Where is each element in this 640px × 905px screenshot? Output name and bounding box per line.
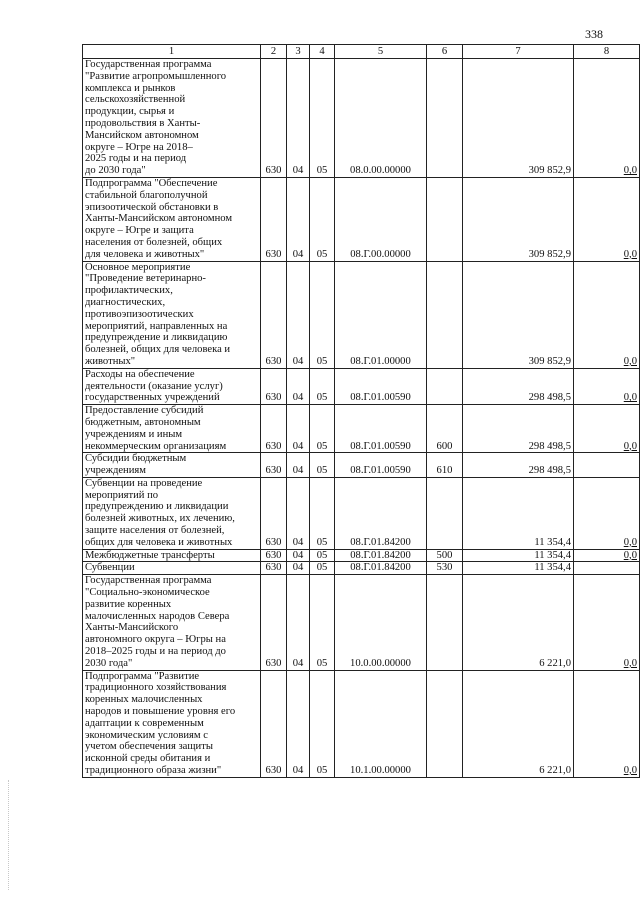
row-name-cell: Основное мероприятие "Проведение ветеринарно- профилактических, диагностических, противоэпизоотических мероприятий, направленных на предупреждение и ликвидацию болезней, общих для человека и животных": [83, 261, 261, 368]
code-cell: 630: [261, 59, 287, 178]
amount-cell: 11 354,4: [463, 477, 574, 549]
table-row: [83, 670, 640, 777]
margin-mark: [8, 780, 10, 890]
section-cell: 04: [287, 453, 310, 478]
section-cell: 04: [287, 59, 310, 178]
expense-type-cell: 600: [427, 405, 463, 453]
table-row: [83, 575, 640, 670]
row-name-cell: Государственная программа "Развитие агропромышленного комплекса и рынков сельскохозяйственной продукции, сырья и продовольствия в Ханты- Мансийском автономном округе – Югре на 2018– 2025 годы и на период до 2030 года": [83, 59, 261, 178]
amount-cell: 309 852,9: [463, 177, 574, 261]
header-row: [83, 45, 640, 59]
code-cell: 630: [261, 562, 287, 575]
amount-cell: 11 354,4: [463, 562, 574, 575]
code-cell: 630: [261, 405, 287, 453]
target-article-cell: 08.Г.00.00000: [335, 177, 427, 261]
amount-cell: 11 354,4: [463, 549, 574, 562]
row-name-cell: Государственная программа "Социально-экономическое развитие коренных малочисленных народов Севера Ханты-Мансийского автономного округа – Югры на 2018–2025 годы и на период до 2030 года": [83, 575, 261, 670]
table-row: [83, 562, 640, 575]
row-name-cell: Субвенции: [83, 562, 261, 575]
target-article-cell: 10.0.00.00000: [335, 575, 427, 670]
expense-type-cell: [427, 261, 463, 368]
code-cell: 630: [261, 453, 287, 478]
target-article-cell: 08.Г.01.00000: [335, 261, 427, 368]
expense-type-cell: [427, 177, 463, 261]
target-article-cell: 08.Г.01.84200: [335, 477, 427, 549]
code-cell: 630: [261, 177, 287, 261]
amount-cell: 309 852,9: [463, 261, 574, 368]
table-row: [83, 177, 640, 261]
expense-type-cell: [427, 477, 463, 549]
amount-cell: 309 852,9: [463, 59, 574, 178]
section-cell: 04: [287, 405, 310, 453]
table-row: [83, 368, 640, 404]
code-cell: 630: [261, 670, 287, 777]
column-header: 7: [463, 45, 574, 59]
table-row: [83, 261, 640, 368]
section-cell: 04: [287, 368, 310, 404]
amount-cell: 298 498,5: [463, 368, 574, 404]
target-article-cell: 08.Г.01.00590: [335, 405, 427, 453]
row-name-cell: Субвенции на проведение мероприятий по предупреждению и ликвидации болезней животных, их лечению, защите населения от болезней, общих для человека и животных: [83, 477, 261, 549]
column-header: 6: [427, 45, 463, 59]
column-header: 1: [83, 45, 261, 59]
code-cell: 630: [261, 477, 287, 549]
expense-type-cell: [427, 670, 463, 777]
amount2-cell: 0,0: [574, 177, 640, 261]
section-cell: 04: [287, 575, 310, 670]
column-header: 4: [310, 45, 335, 59]
amount2-cell: [574, 562, 640, 575]
amount2-cell: 0,0: [574, 575, 640, 670]
row-name-cell: Предоставление субсидий бюджетным, автономным учреждениям и иным некоммерческим организациям: [83, 405, 261, 453]
amount-cell: 298 498,5: [463, 453, 574, 478]
subsection-cell: 05: [310, 562, 335, 575]
column-header: 8: [574, 45, 640, 59]
subsection-cell: 05: [310, 575, 335, 670]
amount-cell: 6 221,0: [463, 670, 574, 777]
subsection-cell: 05: [310, 405, 335, 453]
target-article-cell: 08.0.00.00000: [335, 59, 427, 178]
amount2-cell: 0,0: [574, 549, 640, 562]
target-article-cell: 08.Г.01.00590: [335, 453, 427, 478]
section-cell: 04: [287, 562, 310, 575]
table-row: [83, 477, 640, 549]
expense-type-cell: 530: [427, 562, 463, 575]
amount-cell: 298 498,5: [463, 405, 574, 453]
amount2-cell: [574, 453, 640, 478]
table-row: [83, 453, 640, 478]
row-name-cell: Подпрограмма "Развитие традиционного хозяйствования коренных малочисленных народов и повышение уровня его адаптации к современным экономическим условиям с учетом обеспечения защиты исконной среды обитания и традиционного образа жизни": [83, 670, 261, 777]
budget-table: [82, 44, 640, 778]
table-row: [83, 549, 640, 562]
code-cell: 630: [261, 549, 287, 562]
amount2-cell: 0,0: [574, 405, 640, 453]
row-name-cell: Межбюджетные трансферты: [83, 549, 261, 562]
amount-cell: 6 221,0: [463, 575, 574, 670]
row-name-cell: Расходы на обеспечение деятельности (оказание услуг) государственных учреждений: [83, 368, 261, 404]
subsection-cell: 05: [310, 453, 335, 478]
code-cell: 630: [261, 261, 287, 368]
column-header: 5: [335, 45, 427, 59]
subsection-cell: 05: [310, 670, 335, 777]
column-header: 3: [287, 45, 310, 59]
code-cell: 630: [261, 575, 287, 670]
expense-type-cell: 500: [427, 549, 463, 562]
expense-type-cell: 610: [427, 453, 463, 478]
table-row: [83, 59, 640, 178]
page-number: 338: [585, 27, 603, 41]
section-cell: 04: [287, 477, 310, 549]
code-cell: 630: [261, 368, 287, 404]
expense-type-cell: [427, 59, 463, 178]
column-header: 2: [261, 45, 287, 59]
subsection-cell: 05: [310, 261, 335, 368]
amount2-cell: 0,0: [574, 670, 640, 777]
subsection-cell: 05: [310, 177, 335, 261]
subsection-cell: 05: [310, 477, 335, 549]
target-article-cell: 10.1.00.00000: [335, 670, 427, 777]
section-cell: 04: [287, 670, 310, 777]
subsection-cell: 05: [310, 59, 335, 178]
subsection-cell: 05: [310, 368, 335, 404]
target-article-cell: 08.Г.01.84200: [335, 549, 427, 562]
section-cell: 04: [287, 549, 310, 562]
expense-type-cell: [427, 575, 463, 670]
section-cell: 04: [287, 177, 310, 261]
expense-type-cell: [427, 368, 463, 404]
table-row: [83, 405, 640, 453]
target-article-cell: 08.Г.01.84200: [335, 562, 427, 575]
subsection-cell: 05: [310, 549, 335, 562]
amount2-cell: 0,0: [574, 59, 640, 178]
amount2-cell: 0,0: [574, 261, 640, 368]
target-article-cell: 08.Г.01.00590: [335, 368, 427, 404]
section-cell: 04: [287, 261, 310, 368]
row-name-cell: Субсидии бюджетным учреждениям: [83, 453, 261, 478]
amount2-cell: 0,0: [574, 368, 640, 404]
row-name-cell: Подпрограмма "Обеспечение стабильной благополучной эпизоотической обстановки в Ханты-Мансийском автономном округе – Югре и защита населения от болезней, общих для человека и животных": [83, 177, 261, 261]
amount2-cell: 0,0: [574, 477, 640, 549]
